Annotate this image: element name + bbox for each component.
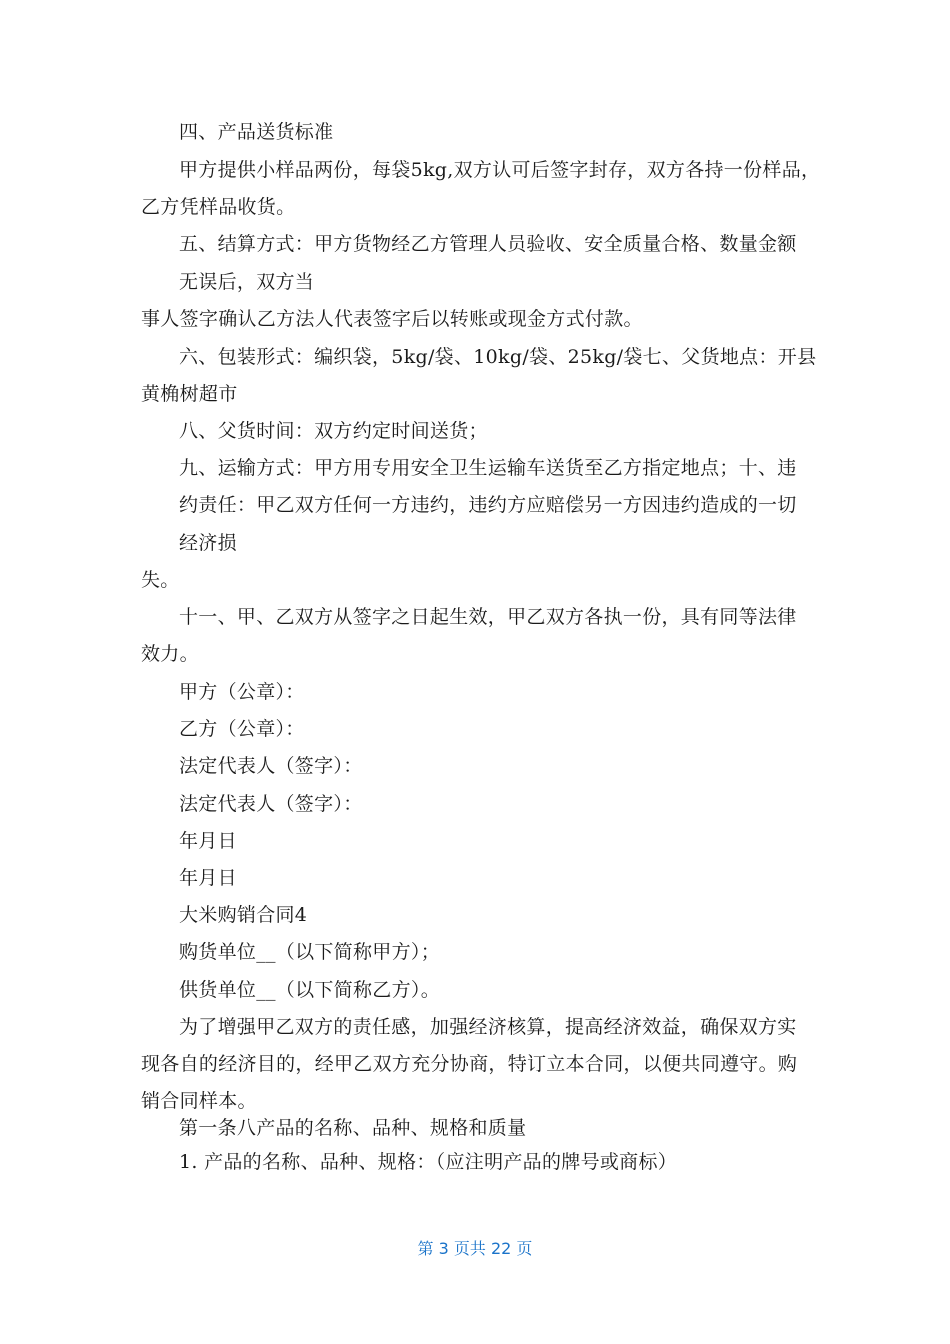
paragraph-line: 黄桷树超市: [141, 383, 238, 405]
paragraph-line: 失。: [141, 569, 180, 591]
paragraph-line: 十一、甲、乙双方从签字之日起生效，甲乙双方各执一份，具有同等法律: [179, 606, 797, 628]
signature-line: 乙方（公章）：: [179, 718, 305, 740]
paragraph-line: 甲方提供小样品两份，每袋5kg,双方认可后签字封存，双方各持一份样品，: [179, 159, 821, 181]
date-line: 年月日: [179, 830, 237, 852]
paragraph-line: 经济损: [179, 532, 237, 554]
page-number: 第 3 页共 22 页: [417, 1239, 533, 1258]
paragraph-line: 1. 产品的名称、品种、规格：（应注明产品的牌号或商标）: [179, 1151, 678, 1173]
paragraph-line: 供货单位__（以下简称乙方）。: [179, 979, 441, 1001]
date-line: 年月日: [179, 867, 237, 889]
signature-line: 甲方（公章）：: [179, 681, 305, 703]
paragraph-line: 五、结算方式：甲方货物经乙方管理人员验收、安全质量合格、数量金额: [179, 233, 797, 255]
signature-line: 法定代表人（签字）：: [179, 755, 363, 777]
section-heading: 第一条八产品的名称、品种、规格和质量: [179, 1117, 527, 1139]
contract-title: 大米购销合同4: [179, 904, 308, 926]
section-heading: 四、产品送货标准: [179, 121, 334, 143]
paragraph-line: 销合同样本。: [141, 1090, 257, 1112]
paragraph-line: 八、父货时间：双方约定时间送货；: [179, 420, 488, 442]
signature-line: 法定代表人（签字）：: [179, 793, 363, 815]
paragraph-line: 事人签字确认乙方法人代表签字后以转账或现金方式付款。: [141, 308, 643, 330]
paragraph-line: 约责任：甲乙双方任何一方违约，违约方应赔偿另一方因违约造成的一切: [179, 494, 797, 516]
paragraph-line: 乙方凭样品收货。: [141, 196, 296, 218]
paragraph-line: 效力。: [141, 643, 199, 665]
paragraph-line: 无误后，双方当: [179, 271, 315, 293]
paragraph-line: 为了增强甲乙双方的责任感，加强经济核算，提高经济效益，确保双方实: [179, 1016, 797, 1038]
paragraph-line: 六、包装形式：编织袋，5kg/袋、10kg/袋、25kg/袋七、父货地点：开县: [179, 346, 817, 368]
paragraph-line: 购货单位__（以下简称甲方）；: [179, 941, 441, 963]
paragraph-line: 现各自的经济目的，经甲乙双方充分协商，特订立本合同，以便共同遵守。购: [141, 1053, 798, 1075]
paragraph-line: 九、运输方式：甲方用专用安全卫生运输车送货至乙方指定地点；十、违: [179, 457, 797, 479]
